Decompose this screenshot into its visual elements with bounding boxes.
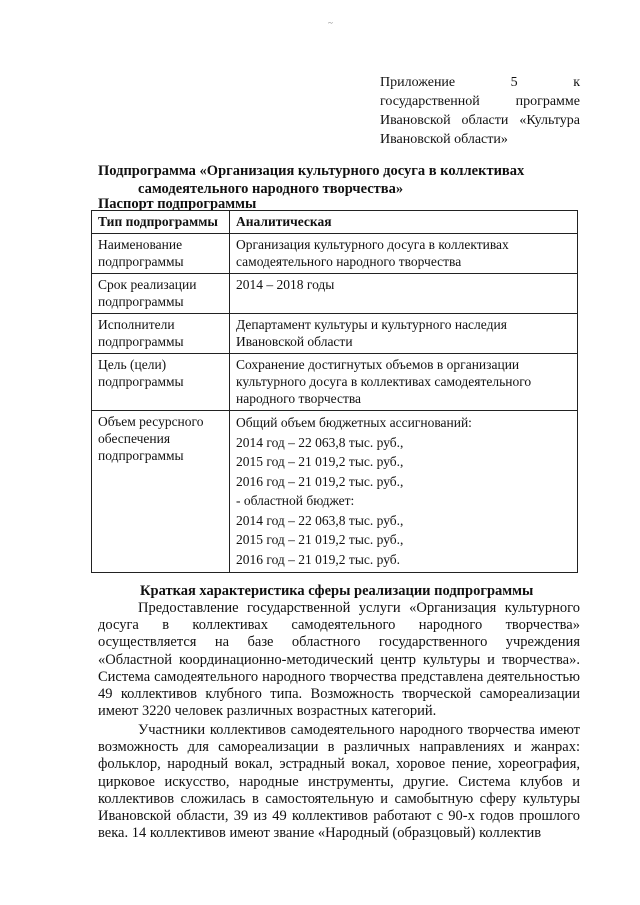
table-row <box>92 354 578 411</box>
appendix-line: государственной программе <box>380 94 580 109</box>
row-value: Аналитическая <box>230 211 578 234</box>
paragraph: Участники коллективов самодеятельного народного творчества имеют возможность для самореализации в различных направлениях и жанрах: фольклор, народный вокал, эстрадный вокал, хоровое пение, хореография, цирковое искусство, народные инструменты, другие. Система клубов и коллективов сложилась в самостоятельную и самобытную сферу культуры Ивановской области, 39 из 49 коллективов работают с 90-х годов прошлого века. 14 коллективов имеют звание «Народный (образцовый) коллектив <box>98 722 580 842</box>
row-label: Объем ресурсного обеспечения подпрограммы <box>92 411 230 573</box>
appendix-line: Ивановской области «Культура <box>380 113 580 128</box>
subprogram-title <box>98 162 578 198</box>
funding-line: Общий объем бюджетных ассигнований: <box>236 415 472 430</box>
funding-line: 2016 год – 21 019,2 тыс. руб. <box>236 551 401 567</box>
appendix-note <box>380 73 580 149</box>
funding-line: - областной бюджет: <box>236 493 355 508</box>
row-value: Сохранение достигнутых объемов в организации культурного досуга в коллективах самодеятельного народного творчества <box>230 354 578 411</box>
appendix-line: Приложение 5 к <box>380 75 580 90</box>
funding-values <box>230 411 578 573</box>
funding-line: 2015 год – 21 019,2 тыс. руб., <box>236 532 404 547</box>
row-label: Срок реализации подпрограммы <box>92 274 230 314</box>
row-value: 2014 – 2018 годы <box>230 274 578 314</box>
appendix-line: Ивановской области» <box>380 132 508 147</box>
passport-heading: Паспорт подпрограммы <box>98 196 257 212</box>
title-line-2: самодеятельного народного творчества» <box>138 181 404 197</box>
row-value: Департамент культуры и культурного наследия Ивановской области <box>230 314 578 354</box>
table-row <box>92 314 578 354</box>
funding-line: 2014 год – 22 063,8 тыс. руб., <box>236 512 404 528</box>
section-heading: Краткая характеристика сферы реализации подпрограммы <box>140 583 534 599</box>
row-label: Цель (цели) подпрограммы <box>92 354 230 411</box>
row-value: Организация культурного досуга в коллективах самодеятельного народного творчества <box>230 234 578 274</box>
table-row-funding <box>92 411 578 573</box>
funding-line: 2016 год – 21 019,2 тыс. руб., <box>236 473 404 489</box>
title-line-1: Подпрограмма «Организация культурного досуга в коллективах <box>98 163 525 179</box>
row-label: Тип подпрограммы <box>92 211 230 234</box>
passport-table <box>91 210 578 573</box>
funding-line: 2014 год – 22 063,8 тыс. руб., <box>236 434 404 450</box>
row-label: Исполнители подпрограммы <box>92 314 230 354</box>
paragraph: Предоставление государственной услуги «Организация культурного досуга в коллективах самодеятельного народного творчества» осуществляется на базе областного государственного учреждения «Областной координационно-методический центр культуры и творчества». Система самодеятельного народного творчества представлена деятельностью 49 коллективов клубного типа. Возможность творческой самореализации имеют 3220 человек различных возрастных категорий. <box>98 600 580 720</box>
table-row <box>92 234 578 274</box>
table-row <box>92 274 578 314</box>
table-row <box>92 211 578 234</box>
scan-mark: ~ <box>328 18 333 28</box>
row-label: Наименование подпрограммы <box>92 234 230 274</box>
funding-line: 2015 год – 21 019,2 тыс. руб., <box>236 454 404 469</box>
